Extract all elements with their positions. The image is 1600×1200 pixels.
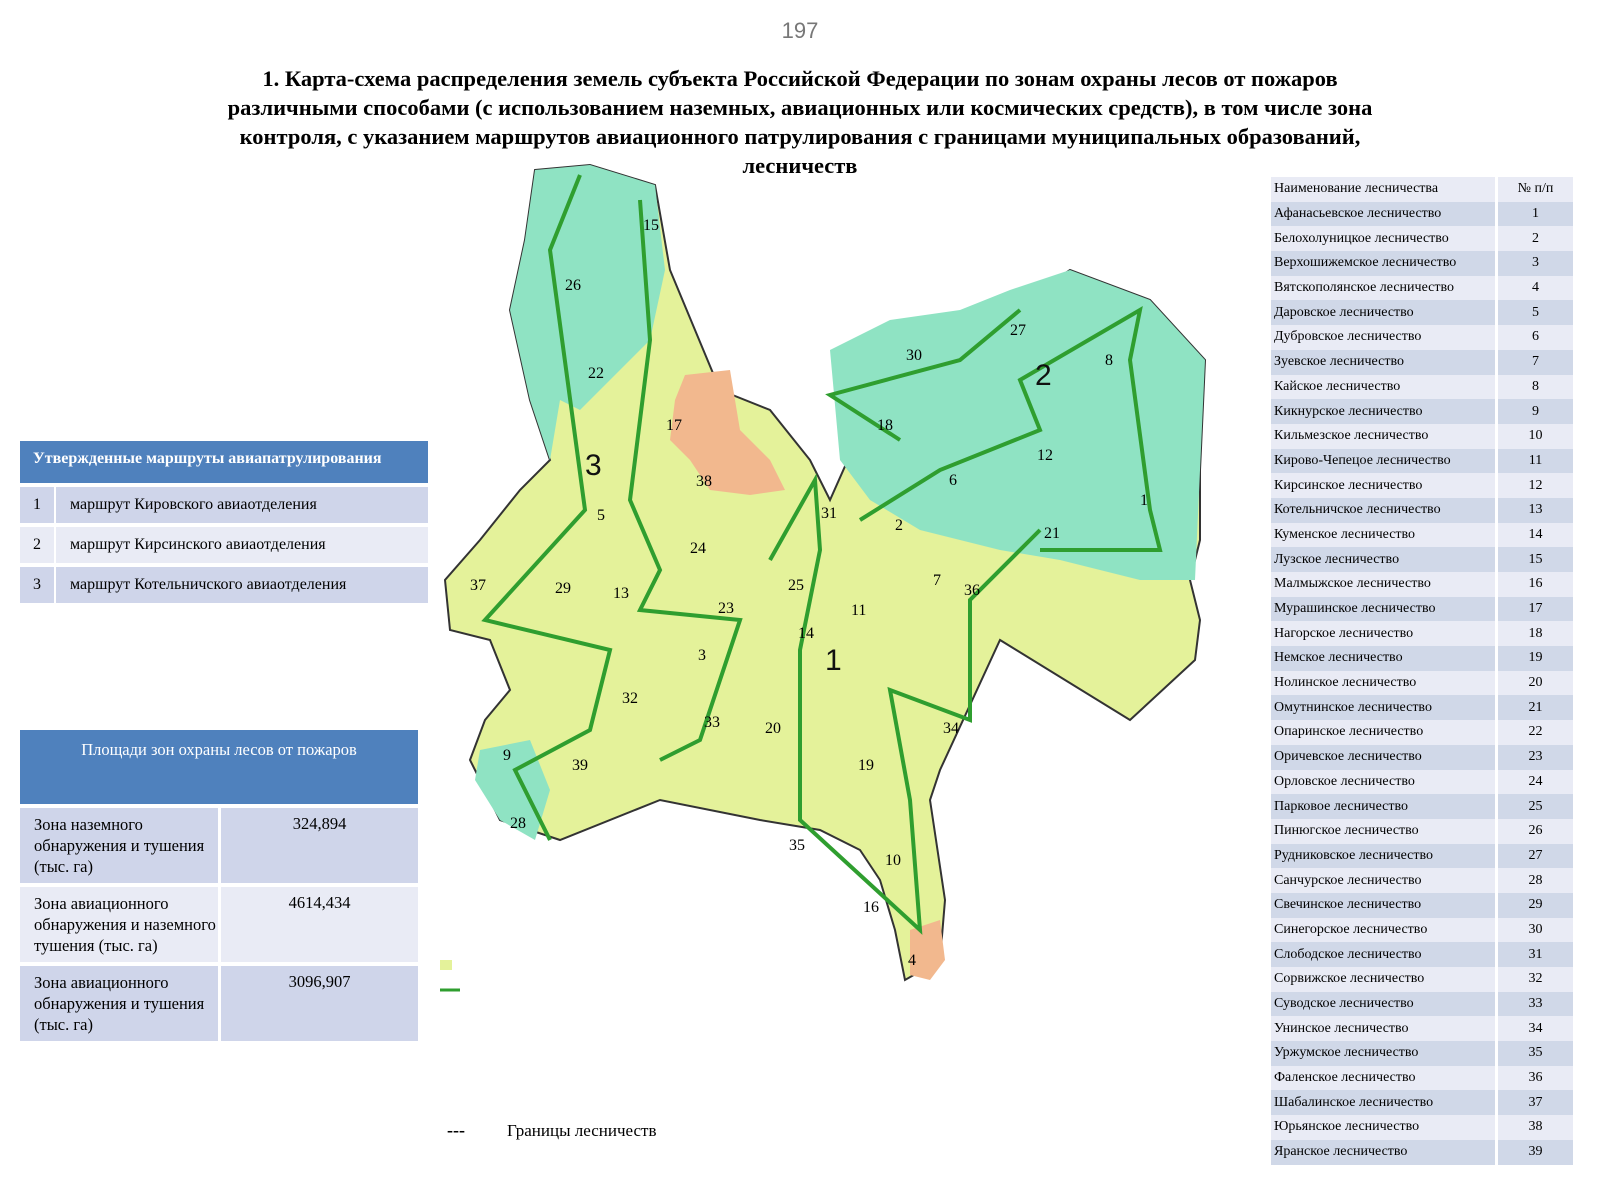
table-row [20, 808, 418, 883]
forestry-number: 18 [877, 417, 893, 434]
title-line: 1. Карта-схема распределения земель субъекта Российской Федерации по зонам охраны лесов от пожаров [262, 66, 1338, 91]
forestry-name-cell: Вятскополянское лесничество [1271, 276, 1495, 301]
forestry-name-cell: Зуевское лесничество [1271, 350, 1495, 375]
table-row [1271, 251, 1573, 276]
forestry-number: 36 [964, 582, 980, 599]
route-number-cell: 3 [20, 567, 54, 603]
forestry-name-cell: Шабалинское лесничество [1271, 1090, 1495, 1115]
forestry-number: 3 [698, 647, 706, 664]
table-row [1271, 1041, 1573, 1066]
forestry-num-cell: 34 [1498, 1016, 1573, 1041]
table-row [1271, 720, 1573, 745]
table-row [1271, 547, 1573, 572]
forestry-number: 6 [949, 472, 957, 489]
table-row [1271, 449, 1573, 474]
table-row [1271, 498, 1573, 523]
forestry-num-cell: 15 [1498, 547, 1573, 572]
forestry-number: 35 [789, 837, 805, 854]
area-label-cell: Зона наземного обнаружения и тушения (тыс. га) [20, 808, 218, 883]
forestry-number: 33 [704, 714, 720, 731]
forestry-name-cell: Нагорское лесничество [1271, 621, 1495, 646]
forestry-name-cell: Кирово-Чепецое лесничество [1271, 449, 1495, 474]
forestry-number: 29 [555, 580, 571, 597]
forestry-name-cell: Малмыжское лесничество [1271, 572, 1495, 597]
area-label-cell: Зона авиационного обнаружения и наземного тушения (тыс. га) [20, 887, 218, 962]
areas-table [20, 730, 418, 1041]
forestry-table-header [1271, 177, 1573, 202]
route-label-cell: маршрут Кировского авиаотделения [56, 487, 428, 523]
forestry-num-cell: 35 [1498, 1041, 1573, 1066]
routes-table [20, 441, 428, 603]
forestry-name-cell: Даровское лесничество [1271, 300, 1495, 325]
forestry-number: 32 [622, 690, 638, 707]
forestry-num-header: № п/п [1498, 177, 1573, 202]
boundary-legend [447, 1120, 656, 1141]
forestry-name-cell: Кикнурское лесничество [1271, 399, 1495, 424]
table-row [1271, 646, 1573, 671]
forestry-number: 25 [788, 577, 804, 594]
forestry-number: 8 [1105, 352, 1113, 369]
forestry-num-cell: 38 [1498, 1115, 1573, 1140]
forestry-name-cell: Сорвижское лесничество [1271, 967, 1495, 992]
table-row [1271, 597, 1573, 622]
forestry-number: 37 [470, 577, 486, 594]
forestry-number: 39 [572, 757, 588, 774]
area-label-cell: Зона авиационного обнаружения и тушения (тыс. га) [20, 966, 218, 1041]
table-row [1271, 770, 1573, 795]
forestry-name-cell: Рудниковское лесничество [1271, 844, 1495, 869]
table-row [1271, 844, 1573, 869]
forestry-number: 21 [1044, 525, 1060, 542]
forestry-num-cell: 1 [1498, 202, 1573, 227]
boundary-symbol: --- [447, 1120, 465, 1140]
table-row [20, 966, 418, 1041]
area-value-cell: 3096,907 [221, 966, 418, 1041]
forestry-name-cell: Омутнинское лесничество [1271, 695, 1495, 720]
table-row [1271, 695, 1573, 720]
table-row [1271, 868, 1573, 893]
forestry-name-cell: Фаленское лесничество [1271, 1066, 1495, 1091]
forestry-num-cell: 16 [1498, 572, 1573, 597]
table-row [20, 487, 428, 523]
forestry-num-cell: 32 [1498, 967, 1573, 992]
area-value-cell: 4614,434 [221, 887, 418, 962]
forestry-num-cell: 33 [1498, 992, 1573, 1017]
table-row [1271, 325, 1573, 350]
forestry-num-cell: 7 [1498, 350, 1573, 375]
forestry-number: 19 [858, 757, 874, 774]
page-number: 197 [781, 18, 819, 43]
forestry-name-cell: Белохолуницкое лесничество [1271, 226, 1495, 251]
route-number-cell: 2 [20, 527, 54, 563]
forestry-number: 23 [718, 600, 734, 617]
forestry-number: 9 [503, 747, 511, 764]
forestry-name-cell: Яранское лесничество [1271, 1140, 1495, 1165]
table-row [1271, 1140, 1573, 1165]
forestry-number: 4 [908, 952, 916, 969]
forestry-number: 17 [666, 417, 682, 434]
table-row [1271, 819, 1573, 844]
areas-table-header: Площади зон охраны лесов от пожаров [20, 730, 418, 804]
forestry-number: 12 [1037, 447, 1053, 464]
forestry-num-cell: 8 [1498, 375, 1573, 400]
forestry-num-cell: 17 [1498, 597, 1573, 622]
forestry-num-cell: 30 [1498, 918, 1573, 943]
forestry-name-cell: Кайское лесничество [1271, 375, 1495, 400]
forestry-num-cell: 13 [1498, 498, 1573, 523]
table-row [20, 887, 418, 962]
forestry-number: 28 [510, 815, 526, 832]
table-row [1271, 424, 1573, 449]
forestry-name-cell: Мурашинское лесничество [1271, 597, 1495, 622]
forestry-number: 22 [588, 365, 604, 382]
table-row [1271, 967, 1573, 992]
map-legend [440, 960, 460, 1010]
table-row [1271, 621, 1573, 646]
forestry-name-cell: Свечинское лесничество [1271, 893, 1495, 918]
forestry-name-cell: Синегорское лесничество [1271, 918, 1495, 943]
table-row [20, 527, 428, 563]
table-row [1271, 399, 1573, 424]
table-row [1271, 992, 1573, 1017]
forestry-number: 16 [863, 899, 879, 916]
table-row [1271, 572, 1573, 597]
forestry-name-cell: Парковое лесничество [1271, 794, 1495, 819]
table-row [1271, 523, 1573, 548]
table-row [1271, 350, 1573, 375]
forestry-num-cell: 37 [1498, 1090, 1573, 1115]
forestry-number: 31 [821, 505, 837, 522]
forestry-name-cell: Уржумское лесничество [1271, 1041, 1495, 1066]
forestry-number: 5 [597, 507, 605, 524]
forestry-number: 15 [643, 217, 659, 234]
route-number: 2 [1035, 359, 1052, 392]
forestry-num-cell: 22 [1498, 720, 1573, 745]
forestry-number: 27 [1010, 322, 1026, 339]
table-row [1271, 202, 1573, 227]
route-label-cell: маршрут Котельничского авиаотделения [56, 567, 428, 603]
forestry-number: 2 [895, 517, 903, 534]
table-row [1271, 794, 1573, 819]
forestry-num-cell: 5 [1498, 300, 1573, 325]
forestry-name-cell: Дубровское лесничество [1271, 325, 1495, 350]
table-row [1271, 375, 1573, 400]
forestry-table [1271, 177, 1573, 1165]
title-line: различными способами (с использованием наземных, авиационных или космических средств), в том числе зона [227, 95, 1373, 120]
forestry-name-header: Наименование лесничества [1271, 177, 1495, 202]
forestry-number: 26 [565, 277, 581, 294]
forestry-number: 38 [696, 473, 712, 490]
forestry-num-cell: 9 [1498, 399, 1573, 424]
forestry-number: 13 [613, 585, 629, 602]
routes-table-header: Утвержденные маршруты авиапатрулирования [20, 441, 428, 483]
table-row [1271, 300, 1573, 325]
forestry-name-cell: Оричевское лесничество [1271, 745, 1495, 770]
forestry-num-cell: 10 [1498, 424, 1573, 449]
forestry-number: 7 [933, 572, 941, 589]
forestry-name-cell: Опаринское лесничество [1271, 720, 1495, 745]
forestry-num-cell: 25 [1498, 794, 1573, 819]
title-line: контроля, с указанием маршрутов авиационного патрулирования с границами муниципальных образований, [239, 124, 1361, 149]
forestry-number: 20 [765, 720, 781, 737]
forestry-number: 14 [798, 625, 814, 642]
forestry-num-cell: 11 [1498, 449, 1573, 474]
forestry-num-cell: 14 [1498, 523, 1573, 548]
forestry-name-cell: Нолинское лесничество [1271, 671, 1495, 696]
forestry-num-cell: 20 [1498, 671, 1573, 696]
forestry-number: 11 [851, 602, 867, 619]
forestry-num-cell: 36 [1498, 1066, 1573, 1091]
forestry-num-cell: 28 [1498, 868, 1573, 893]
table-row [1271, 671, 1573, 696]
forestry-name-cell: Афанасьевское лесничество [1271, 202, 1495, 227]
table-row [1271, 1016, 1573, 1041]
forestry-name-cell: Куменское лесничество [1271, 523, 1495, 548]
forestry-name-cell: Верхошижемское лесничество [1271, 251, 1495, 276]
forestry-name-cell: Пинюгское лесничество [1271, 819, 1495, 844]
table-row [1271, 1090, 1573, 1115]
forestry-number: 24 [690, 540, 706, 557]
forestry-name-cell: Юрьянское лесничество [1271, 1115, 1495, 1140]
title-line: лесничеств [742, 153, 858, 178]
forestry-name-cell: Лузское лесничество [1271, 547, 1495, 572]
forestry-name-cell: Слободское лесничество [1271, 942, 1495, 967]
forestry-name-cell: Кирсинское лесничество [1271, 473, 1495, 498]
boundary-label: Границы лесничеств [507, 1120, 657, 1140]
forest-zone-map [440, 160, 1240, 1010]
area-value-cell: 324,894 [221, 808, 418, 883]
table-row [1271, 473, 1573, 498]
forestry-number: 34 [943, 720, 959, 737]
forestry-num-cell: 6 [1498, 325, 1573, 350]
forestry-name-cell: Санчурское лесничество [1271, 868, 1495, 893]
forestry-name-cell: Немское лесничество [1271, 646, 1495, 671]
forestry-num-cell: 27 [1498, 844, 1573, 869]
forestry-num-cell: 24 [1498, 770, 1573, 795]
forestry-num-cell: 21 [1498, 695, 1573, 720]
table-row [1271, 745, 1573, 770]
forestry-num-cell: 23 [1498, 745, 1573, 770]
route-label-cell: маршрут Кирсинского авиаотделения [56, 527, 428, 563]
forestry-number: 10 [885, 852, 901, 869]
table-row [1271, 893, 1573, 918]
forestry-name-cell: Унинское лесничество [1271, 1016, 1495, 1041]
forestry-num-cell: 12 [1498, 473, 1573, 498]
forestry-number: 30 [906, 347, 922, 364]
forestry-num-cell: 26 [1498, 819, 1573, 844]
forestry-num-cell: 31 [1498, 942, 1573, 967]
forestry-num-cell: 2 [1498, 226, 1573, 251]
forestry-name-cell: Суводское лесничество [1271, 992, 1495, 1017]
table-row [1271, 1066, 1573, 1091]
forestry-num-cell: 29 [1498, 893, 1573, 918]
forestry-name-cell: Орловское лесничество [1271, 770, 1495, 795]
ground-zone-vyatskie-polyany [910, 920, 945, 980]
forestry-number: 1 [1140, 492, 1148, 509]
route-number-cell: 1 [20, 487, 54, 523]
table-row [1271, 276, 1573, 301]
forestry-num-cell: 18 [1498, 621, 1573, 646]
table-row [1271, 942, 1573, 967]
table-row [1271, 1115, 1573, 1140]
forestry-num-cell: 39 [1498, 1140, 1573, 1165]
table-row [1271, 226, 1573, 251]
forestry-num-cell: 19 [1498, 646, 1573, 671]
forestry-num-cell: 3 [1498, 251, 1573, 276]
forestry-name-cell: Котельничское лесничество [1271, 498, 1495, 523]
forestry-num-cell: 4 [1498, 276, 1573, 301]
legend-swatch [440, 960, 452, 970]
route-number: 1 [825, 644, 842, 677]
forestry-name-cell: Кильмезское лесничество [1271, 424, 1495, 449]
table-row [1271, 918, 1573, 943]
route-number: 3 [585, 449, 602, 482]
table-row [20, 567, 428, 603]
